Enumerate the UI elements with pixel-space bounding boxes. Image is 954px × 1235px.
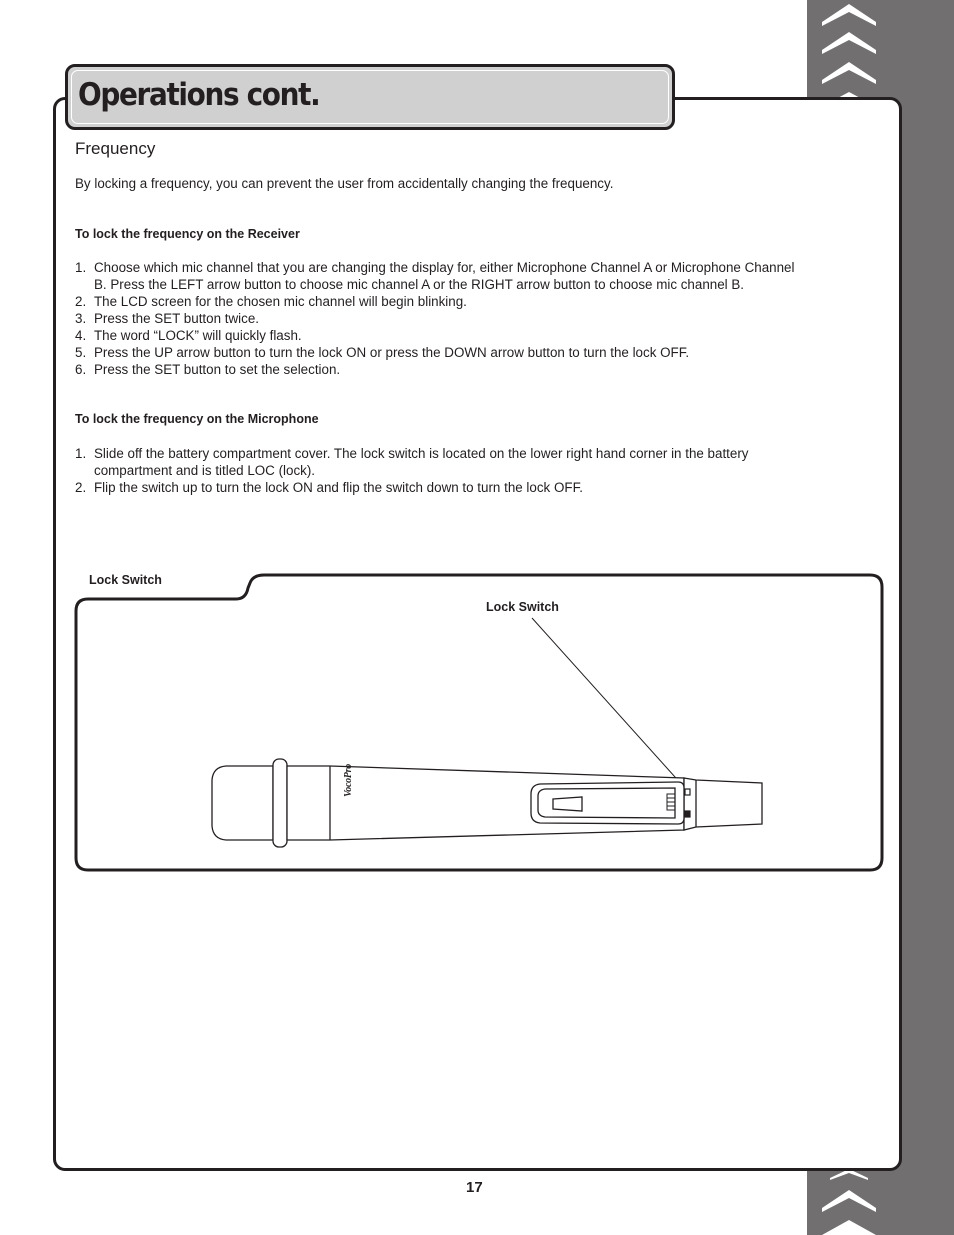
- list-item: 1. Slide off the battery compartment cover. The lock switch is located on the lower right hand corner in the battery compartment and is titled LOC (lock).: [75, 446, 749, 478]
- page-number: 17: [466, 1179, 483, 1196]
- list-item: 4. The word “LOCK” will quickly flash.: [75, 328, 302, 343]
- mic-ring: [273, 759, 287, 847]
- list-item: 6. Press the SET button to set the selection.: [75, 362, 341, 377]
- lock-switch-icon: [685, 789, 690, 795]
- brand-logo: [338, 757, 352, 797]
- callout-label: Lock Switch: [486, 600, 559, 614]
- receiver-heading: To lock the frequency on the Receiver: [75, 227, 300, 241]
- page-title: Operations cont.: [78, 77, 320, 113]
- list-item: 2. Flip the switch up to turn the lock ON and flip the switch down to turn the lock OFF.: [75, 480, 583, 495]
- microphone-heading: To lock the frequency on the Microphone: [75, 412, 319, 426]
- list-item: 3. Press the SET button twice.: [75, 311, 259, 326]
- list-item: 1. Choose which mic channel that you are changing the display for, either Microphone Channel A or Microphone Channel B. Press the LEFT arrow button to choose mic channel A or the RIGHT arrow button to choose mic channel B.: [75, 260, 795, 292]
- list-item: 2. The LCD screen for the chosen mic channel will begin blinking.: [75, 294, 467, 309]
- list-item: 5. Press the UP arrow button to turn the lock ON or press the DOWN arrow button to turn the lock OFF.: [75, 345, 690, 360]
- brand-logo-text: VocoPro: [343, 764, 354, 797]
- intro-paragraph: By locking a frequency, you can prevent the user from accidentally changing the frequency.: [75, 176, 614, 191]
- mic-grille: [212, 766, 273, 840]
- section-heading: Frequency: [75, 139, 156, 158]
- figure-tab-label: Lock Switch: [89, 573, 162, 587]
